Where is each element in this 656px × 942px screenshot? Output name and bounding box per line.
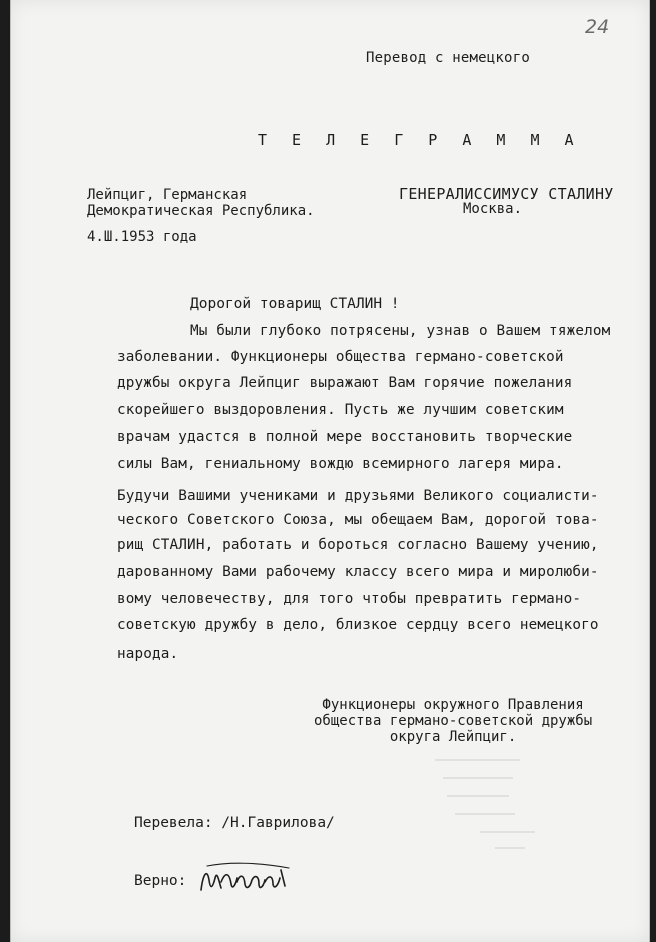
sender-line: Демократическая Республика. bbox=[87, 203, 315, 219]
handwritten-signature bbox=[197, 860, 297, 900]
body-line: рищ СТАЛИН, работать и бороться согласно Вашему учению, bbox=[117, 537, 599, 553]
bleed-through-stamp bbox=[425, 748, 565, 858]
recipient-name: ГЕНЕРАЛИССИМУСУ СТАЛИНУ bbox=[399, 185, 614, 203]
recipient-city: Москва. bbox=[463, 201, 523, 217]
body-line: Будучи Вашими учениками и друзьями Великого социалисти- bbox=[117, 488, 599, 504]
signature-line: общества германо-советской дружбы bbox=[314, 713, 593, 729]
signature-line: округа Лейпциг. bbox=[389, 729, 517, 745]
verified-label: Верно: bbox=[134, 873, 187, 889]
page-left-edge bbox=[10, 0, 11, 942]
body-line: советскую дружбу в дело, близкое сердцу всего немецкого bbox=[117, 617, 599, 633]
translator-line: Перевела: /Н.Гаврилова/ bbox=[134, 815, 335, 831]
body-line: заболевании. Функционеры общества германо-советской bbox=[117, 349, 564, 365]
body-line: дарованному Вами рабочему классу всего мира и миролюби- bbox=[117, 564, 599, 580]
document-title: Т Е Л Е Г Р А М М А bbox=[258, 131, 582, 149]
body-line: дружбы округа Лейпциг выражают Вам горячие пожелания bbox=[117, 375, 573, 391]
signature-block bbox=[314, 697, 592, 745]
signature-line: Функционеры окружного Правления bbox=[322, 697, 584, 713]
body-line: Мы были глубоко потрясены, узнав о Вашем тяжелом bbox=[190, 323, 611, 339]
translation-note: Перевод с немецкого bbox=[366, 50, 530, 66]
telegram-date: 4.Ш.1953 года bbox=[87, 229, 197, 245]
body-line: вому человечеству, для того чтобы превратить германо- bbox=[117, 591, 582, 607]
body-line: ческого Советского Союза, мы обещаем Вам, дорогой това- bbox=[117, 512, 599, 528]
sender-line: Лейпциг, Германская bbox=[87, 187, 248, 203]
body-line: врачам удастся в полной мере восстановить творческие bbox=[117, 429, 573, 445]
archive-page-number: 24 bbox=[585, 16, 610, 38]
body-line: скорейшего выздоровления. Пусть же лучшим советским bbox=[117, 402, 564, 418]
page-right-edge bbox=[649, 0, 650, 942]
body-line: народа. bbox=[117, 646, 179, 662]
sender-address bbox=[87, 187, 315, 219]
greeting: Дорогой товарищ СТАЛИН ! bbox=[190, 296, 400, 312]
body-line: силы Вам, гениальному вождю всемирного лагеря мира. bbox=[117, 456, 564, 472]
